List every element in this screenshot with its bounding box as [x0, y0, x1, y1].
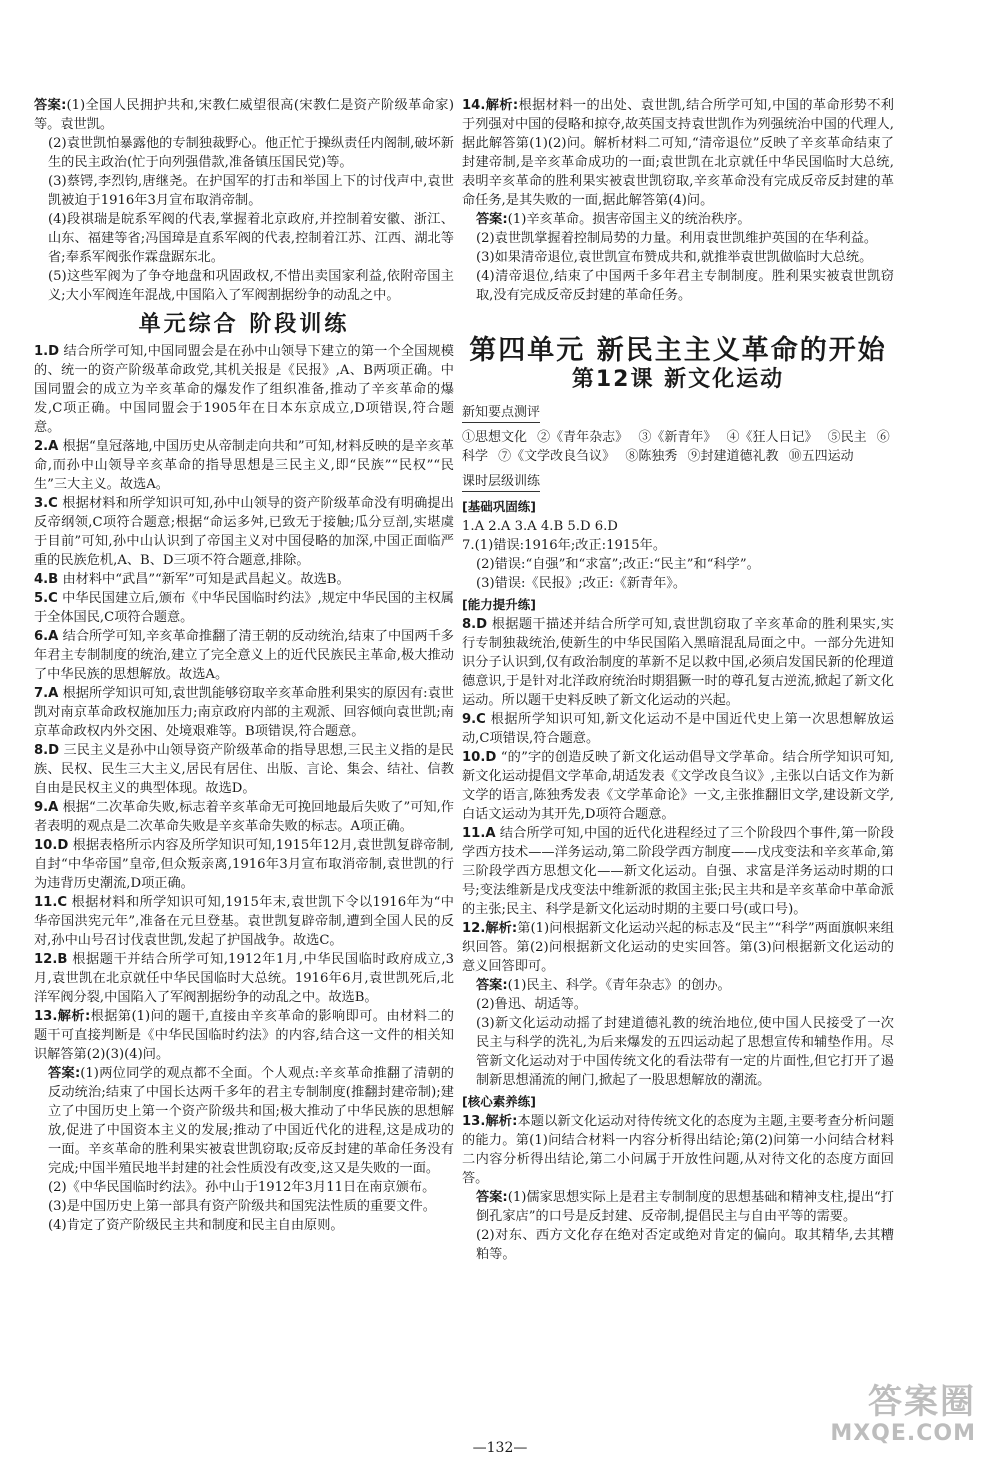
answer-line: (2)鲁迅、胡适等。 [476, 997, 587, 1012]
answer-label: 答案: [34, 98, 67, 113]
question-item: 9.A 根据“二次革命失败,标志着辛亥革命无可挽回地最后失败了”可知,作者表明的观点是二次革命失败是辛亥革命失败的标志。A项正确。 [34, 800, 454, 834]
watermark-bottom: MXQE.COM [830, 1421, 976, 1446]
answer-label: 答案: [476, 212, 508, 227]
question-item: 2.A 根据“皇冠落地,中国历史从帝制走向共和”可知,材料反映的是辛亥革命,而孙中山领导辛亥革命的指导思想是三民主义,即“民族”“民权”“民生”三大主义。故选A。 [34, 439, 454, 492]
question-item: 10.D “的”字的创造反映了新文化运动倡导文学革命。结合所学知识可知,新文化运动提倡文学革命,胡适发表《文学改良刍议》,主张以白话文作为新文学的语言,陈独秀发表《文学革命论》一文,主张推翻旧文学,建设新文学,白话文运动为其开先,D项符合题意。 [462, 750, 894, 822]
analysis-label: 解析: [57, 1009, 91, 1024]
question-list [34, 342, 454, 1007]
answer-line: (3)新文化运动动摇了封建道德礼教的统治地位,使中国人民接受了一次民主与科学的洗礼,为后来爆发的五四运动起了思想宣传和辅垫作用。尽管新文化运动对于中国传统文化的看法带有一定的片面性,但它打开了遏制新思想涌流的闸门,掀起了一股思想解放的潮流。 [476, 1016, 894, 1088]
question-number: 12.B [34, 952, 68, 967]
question-analysis: 13.解析:本题以新文化运动对待传统文化的态度为主题,主要考查分析问题的能力。第(1)问结合材料一内容分析得出结论;第(2)问第一小问结合材料二内容分析得出结论,第二小问属于开放性问题,从对待文化的态度方面回答。 [462, 1114, 894, 1186]
question-item: 4.B 由材料中“武昌”“新军”可知是武昌起义。故选B。 [34, 572, 350, 587]
question-number: 5.C [34, 591, 58, 606]
lesson-title: 第12课 新文化运动 [571, 367, 785, 392]
answer-line: (4)段祺瑞是皖系军阀的代表,掌握着北京政府,并控制着安徽、浙江、山东、福建等省;冯国璋是直系军阀的代表,控制着江苏、江西、湖北等省;奉系军阀张作霖盘踞东北。 [48, 212, 454, 265]
question-number: 8.D [34, 743, 60, 758]
answer-line: 答案:(1)民主、科学。《青年杂志》的创办。 [476, 978, 731, 993]
question-number: 4.B [34, 572, 59, 587]
question-number: 3.C [34, 496, 58, 511]
question-item: 12.B 根据题干并结合所学可知,1912年1月,中华民国临时政府成立,3月,袁世凯在北京就任中华民国临时大总统。1916年6月,袁世凯死后,北洋军阀分裂,中国陷入了军阀割据纷争的动乱之中。故选B。 [34, 952, 454, 1005]
basic-heading: [基础巩固练] [462, 499, 536, 514]
question-number: 13. [34, 1009, 58, 1024]
question-number: 11.A [462, 826, 496, 841]
question-14 [462, 96, 894, 305]
question-item: 7.A 根据所学知识可知,袁世凯能够窃取辛亥革命胜利果实的原因有:袁世凯对南京革命政权施加压力;南京政府内部的主观派、回容倾向袁世凯;南京革命政权内外交困、处境艰难等。B项错误,符合题意。 [34, 686, 454, 739]
analysis-label: 解析: [485, 98, 519, 113]
question-number: 6.A [34, 629, 59, 644]
preview-item: ⑧陈独秀 [625, 449, 678, 464]
answer-line: (2)《中华民国临时约法》。孙中山于1912年3月11日在南京颁布。 [48, 1180, 436, 1195]
answer-line: 7.(1)错误:1916年;改正:1915年。 [462, 538, 667, 553]
question-item: 8.D 根据题干描述并结合所学可知,袁世凯窃取了辛亥革命的胜利果实,实行专制独裁统治,使新生的中华民国陷入黑暗混乱局面之中。一部分先进知识分子认识到,仅有政治制度的革新不足以救中国,必须启发国民新的伦理道德意识,于是针对北洋政府统治时期猖獗一时的尊孔复古逆流,掀起了新文化运动。所以题干史料反映了新文化运动的兴起。 [462, 617, 894, 708]
answer-line: (3)如果清帝退位,袁世凯宣布赞成共和,就推举袁世凯做临时大总统。 [476, 250, 873, 265]
question-number: 10.D [34, 838, 69, 853]
preview-heading: 新知要点测评 [462, 403, 540, 423]
answer-label: 答案: [476, 1190, 508, 1205]
answer-line: (3)蔡锷,李烈钧,唐继尧。在护国军的打击和举国上下的讨伐声中,袁世凯被迫于1916年3月宣布取消帝制。 [48, 174, 454, 208]
analysis-label: 解析: [485, 1114, 518, 1129]
answer-line: (2)袁世凯掌握着控制局势的力量。利用袁世凯维护英国的在华利益。 [476, 231, 878, 246]
top-answer-block [34, 96, 454, 305]
watermark-top: 答案圈 [868, 1382, 976, 1422]
question-number: 8.D [462, 617, 488, 632]
question-number: 11.C [34, 895, 68, 910]
question-number: 1.D [34, 344, 60, 359]
question-item: 11.C 根据材料和所学知识可知,1915年末,袁世凯下令以1916年为“中华帝国洪宪元年”,准备在元旦登基。袁世凯复辟帝制,遭到全国人民的反对,孙中山号召讨伐袁世凯,发起了护国战争。故选C。 [34, 895, 454, 948]
question-number: 13. [462, 1114, 486, 1129]
preview-item: ④《狂人日记》 [726, 430, 818, 445]
question-number: 9.C [462, 712, 486, 727]
question-analysis: 14.解析:根据材料一的出处、袁世凯,结合所学可知,中国的革命形势不利于列强对中国的侵略和掠夺,故英国支持袁世凯作为列强统治中国的代理人,据此解答第(1)(2)问。解析材料二可知,“清帝退位”反映了辛亥革命结束了封建帝制,是辛亥革命成功的一面;袁世凯在北京就任中华民国临时大总统,表明辛亥革命的胜利果实被袁世凯窃取,辛亥革命没有完成反帝反封建的革命任务,是其失败的一面,据此解答第(4)问。 [462, 98, 894, 208]
answer-line: (2)错误:“自强”和“求富”;改正:“民主”和“科学”。 [476, 557, 760, 572]
answer-line: 答案:(1)两位同学的观点都不全面。个人观点:辛亥革命推翻了清朝的反动统治;结束了中国长达两千多年的君主专制制度(推翻封建帝制);建立了中国历史上第一个资产阶级共和国;极大推动了中华民族的思想解放,促进了中国资本主义的发展;推动了中国近代化的进程,这是成功的一面。辛亥革命的胜利果实被袁世凯窃取;反帝反封建的革命任务没有完成;中国半殖民地半封建的社会性质没有改变,这又是失败的一面。 [48, 1066, 454, 1176]
question-13 [34, 1007, 454, 1235]
answer-line: (3)是中国历史上第一部具有资产阶级共和国宪法性质的重要文件。 [48, 1199, 436, 1214]
preview-item: ⑥科学 [462, 430, 890, 464]
answer-line: (3)错误:《民报》;改正:《新青年》。 [476, 576, 687, 591]
preview-item: ⑨封建道德礼教 [687, 449, 779, 464]
preview-item: ⑩五四运动 [788, 449, 854, 464]
analysis-label: 解析: [485, 921, 518, 936]
question-analysis: 12.解析:第(1)问根据新文化运动兴起的标志及“民主”“科学”两面旗帜来组织回答。第(2)问根据新文化运动的史实回答。第(3)问根据新文化运动的意义回答即可。 [462, 921, 894, 974]
ability-heading: [能力提升练] [462, 597, 536, 612]
answer-line: 答案:(1)儒家思想实际上是君主专制制度的思想基础和精神支柱,提出“打倒孔家店”的口号是反封建、反帝制,提倡民主与自由平等的需要。 [476, 1190, 894, 1224]
training-heading: 课时层级训练 [462, 472, 540, 492]
preview-item: ③《新青年》 [638, 430, 717, 445]
question-number: 10.D [462, 750, 497, 765]
section-title: 单元综合 阶段训练 [138, 312, 350, 337]
question-12 [462, 919, 894, 1090]
answer-line: (4)清帝退位,结束了中国两千多年君主专制制度。胜利果实被袁世凯窃取,没有完成反帝反封建的革命任务。 [476, 269, 894, 303]
question-item: 1.D 结合所学可知,中国同盟会是在孙中山领导下建立的第一个全国规模的、统一的资产阶级革命政党,其机关报是《民报》,A、B两项正确。中国同盟会的成立为辛亥革命的爆发作了组织准备,推动了辛亥革命的爆发,C项正确。中国同盟会于1905年在日本东京成立,D项错误,符合题意。 [34, 344, 454, 435]
answer-line: (2)对东、西方文化存在绝对否定或绝对肯定的偏向。取其精华,去其糟粕等。 [476, 1228, 894, 1262]
question-item: 6.A 结合所学可知,辛亥革命推翻了清王朝的反动统治,结束了中国两千多年君主专制制度的统治,建立了完全意义上的近代民族民主革命,极大推动了中华民族的思想解放。故选A。 [34, 629, 454, 682]
answer-label: 答案: [476, 978, 508, 993]
question-item: 8.D 三民主义是孙中山领导资产阶级革命的指导思想,三民主义指的是民族、民权、民生三大主义,居民有居住、出版、言论、集会、结社、信教自由是民权主义的典型体现。故选D。 [34, 743, 454, 796]
answer-line: (4)肯定了资产阶级民主共和制度和民主自由原则。 [48, 1218, 344, 1233]
question-13-right [462, 1112, 894, 1264]
question-item: 3.C 根据材料和所学知识可知,孙中山领导的资产阶级革命没有明确提出反帝纲领,C项符合题意;根据“命运多舛,已致无于接触;瓜分豆剖,实堪虞于目前”可知,孙中山认识到了帝国主义对中国侵略的加深,中国正面临严重的民族危机,A、B、D三项不符合题意,排除。 [34, 496, 454, 568]
preview-items [462, 428, 894, 466]
question-number: 7.A [34, 686, 59, 701]
answer-label: 答案: [48, 1066, 81, 1081]
preview-item: ②《青年杂志》 [537, 430, 629, 445]
question-analysis: 13.解析:根据第(1)问的题干,直接由辛亥革命的影响即可。由材料二的题干可直接判断是《中华民国临时约法》的内容,结合这一文件的相关知识解答第(2)(3)(4)问。 [34, 1009, 454, 1062]
right-column [462, 96, 894, 1264]
question-number: 2.A [34, 439, 59, 454]
question-number: 12. [462, 921, 486, 936]
answer-line: (5)这些军阀为了争夺地盘和巩固政权,不惜出卖国家利益,依附帝国主义;大小军阀连年混战,中国陷入了军阀割据纷争的动乱之中。 [48, 269, 454, 303]
page-number: —132— [472, 1440, 528, 1456]
question-item: 5.C 中华民国建立后,颁布《中华民国临时约法》,规定中华民国的主权属于全体国民,C项符合题意。 [34, 591, 454, 625]
watermark-logo [826, 1383, 976, 1461]
answer-line: (2)袁世凯怕暴露他的专制独裁野心。他正忙于操纵责任内阁制,破坏新生的民主政治(忙于向列强借款,准备镇压国民党)等。 [48, 136, 454, 170]
question-item: 10.D 根据表格所示内容及所学知识可知,1915年12月,袁世凯复辟帝制,自封“中华帝国”皇帝,但众叛亲离,1916年3月宣布取消帝制,袁世凯的行为违背历史潮流,D项正确。 [34, 838, 454, 891]
unit-title: 第四单元 新民主主义革命的开始 [469, 335, 887, 366]
preview-item: ⑤民主 [827, 430, 867, 445]
left-column [34, 96, 454, 1235]
question-number: 14. [462, 98, 486, 113]
question-number: 9.A [34, 800, 59, 815]
core-heading: [核心素养练] [462, 1094, 536, 1109]
answer-line: 答案:(1)辛亥革命。损害帝国主义的统治秩序。 [476, 212, 751, 227]
preview-item: ①思想文化 [462, 430, 528, 445]
basic-answers: 1.A 2.A 3.A 4.B 5.D 6.D [462, 519, 618, 534]
answer-line: 答案:(1)全国人民拥护共和,宋教仁威望很高(宋教仁是资产阶级革命家)等。袁世凯。 [34, 98, 454, 132]
question-item: 9.C 根据所学知识可知,新文化运动不是中国近代史上第一次思想解放运动,C项错误,符合题意。 [462, 712, 894, 746]
preview-item: ⑦《文学改良刍议》 [498, 449, 616, 464]
question-item: 11.A 结合所学可知,中国的近代化进程经过了三个阶段四个事件,第一阶段学西方技术——洋务运动,第二阶段学西方制度——戊戌变法和辛亥革命,第三阶段学西方思想文化——新文化运动。自强、求富是洋务运动时期的口号;变法维新是戊戌变法中维新派的救国主张;民主共和是辛亥革命中革命派的主张;民主、科学是新文化运动时期的主要口号(或口号)。 [462, 826, 894, 917]
